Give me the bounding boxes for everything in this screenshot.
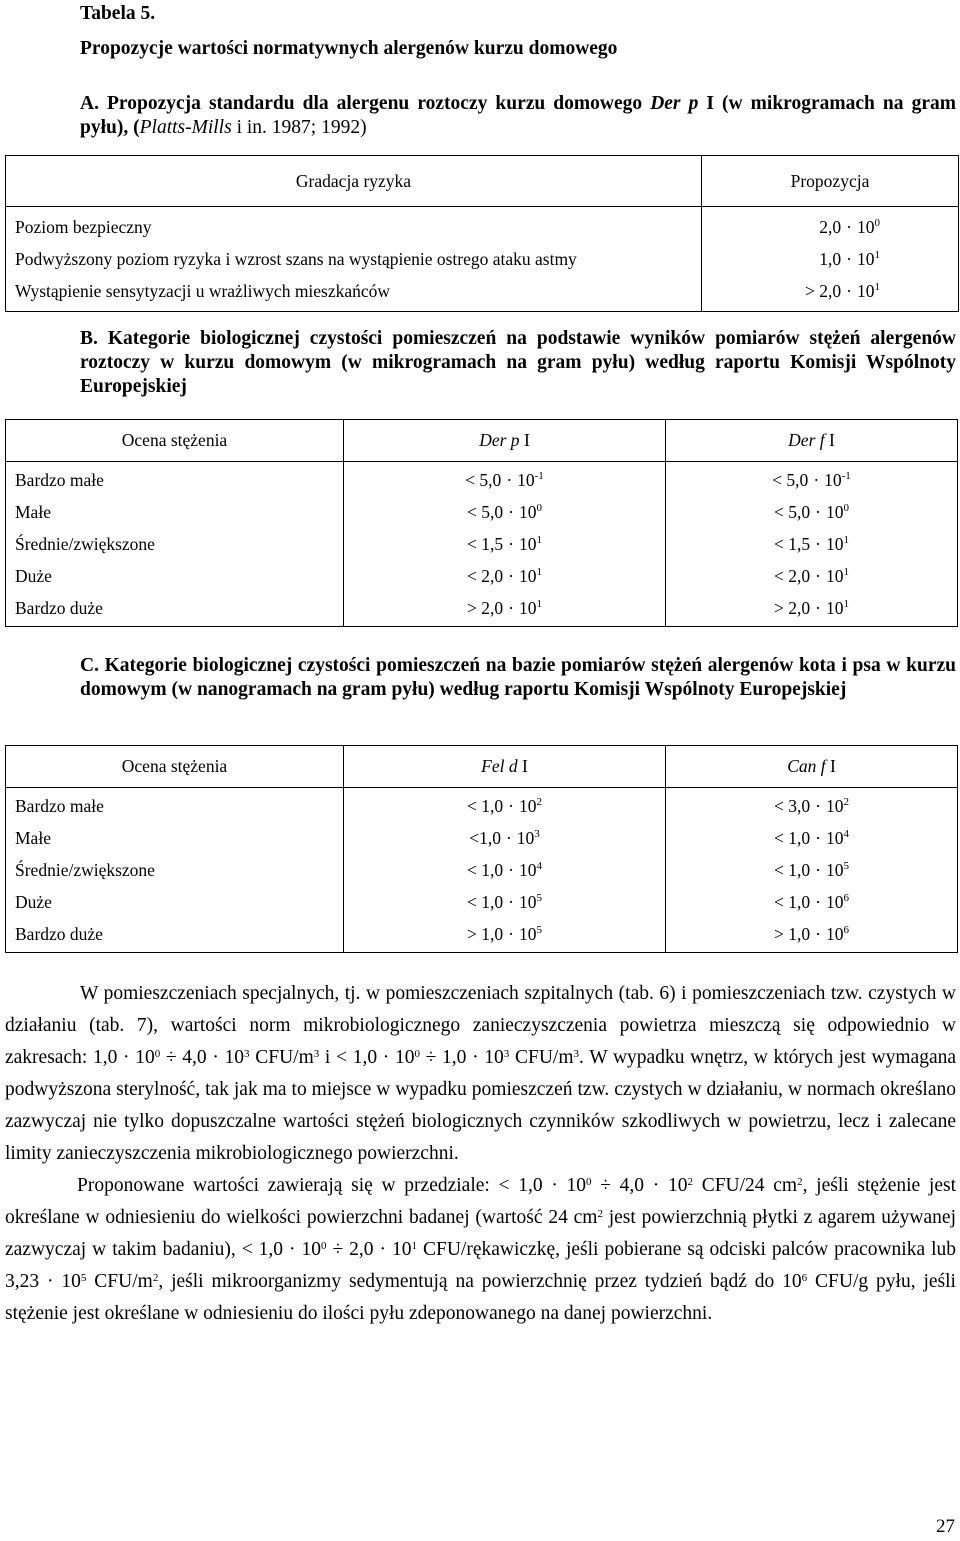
- der-p-value: [344, 528, 665, 560]
- der-f-value: [666, 496, 957, 528]
- can-f-value: [666, 918, 957, 950]
- der-p-value: [344, 592, 665, 624]
- value-exponent: 1: [536, 598, 542, 610]
- table-c: [5, 745, 958, 953]
- fel-d-value: [344, 918, 665, 950]
- value-exponent: 3: [534, 828, 540, 840]
- table-a-values: [702, 211, 958, 307]
- value-exponent: 6: [843, 924, 849, 936]
- fel-d-value: [344, 790, 665, 822]
- value-power-base: 10: [857, 281, 875, 301]
- table-b-der-p-values: [344, 464, 665, 624]
- page-number: 27: [936, 1516, 955, 1537]
- value-base: > 2,0: [774, 598, 811, 618]
- value-base: < 1,5: [774, 534, 811, 554]
- times-dot: ·: [815, 598, 821, 618]
- superscript: 3: [503, 1048, 510, 1060]
- text-run: CFU/m: [249, 1047, 314, 1068]
- value-base: < 1,0: [467, 892, 504, 912]
- times-dot: ·: [508, 796, 514, 816]
- table-b-header-assessment: Ocena stężenia: [6, 420, 344, 462]
- value-power-base: 10: [516, 828, 535, 848]
- table-c-header-assessment: Ocena stężenia: [6, 746, 344, 788]
- table-a-header-risk: Gradacja ryzyka: [6, 156, 702, 207]
- row-label: Średnie/zwiększone: [15, 860, 155, 880]
- times-dot: ·: [846, 217, 852, 237]
- value-exponent: 1: [536, 566, 542, 578]
- superscript: 2: [597, 1208, 603, 1220]
- times-dot: ·: [506, 470, 513, 490]
- times-dot: ·: [508, 566, 514, 586]
- table-b-der-f-values: [666, 464, 957, 624]
- value-base: 2,0: [819, 217, 842, 237]
- der-f-value: [666, 592, 957, 624]
- value-exponent: 1: [874, 249, 880, 261]
- times-dot: ·: [815, 892, 821, 912]
- row-label: Małe: [15, 502, 51, 522]
- table-c-header-fel-d: Fel d I: [344, 746, 666, 788]
- text-run: , jeśli mikroorganizmy sedymentują na powierzchnię przez tydzień bądź do 10: [158, 1271, 802, 1292]
- times-dot: ·: [508, 924, 514, 944]
- risk-level-label: Poziom bezpieczny: [15, 217, 152, 237]
- times-dot: ·: [846, 281, 852, 301]
- value-base: < 2,0: [774, 566, 811, 586]
- der-p-value: [344, 464, 665, 496]
- times-dot: ·: [508, 892, 514, 912]
- paragraph-2: [5, 1170, 956, 1330]
- row-label: Bardzo duże: [15, 598, 103, 618]
- table-c-labels: [6, 790, 343, 950]
- value-power-base: 10: [825, 566, 844, 586]
- risk-level-label: Wystąpienie sensytyzacji u wrażliwych mieszkańców: [15, 281, 391, 301]
- times-dot: ·: [508, 502, 514, 522]
- times-dot: ·: [815, 796, 821, 816]
- row-label: Duże: [15, 566, 52, 586]
- row-label: Bardzo małe: [15, 796, 104, 816]
- superscript: 2: [797, 1176, 803, 1188]
- value-power-base: 10: [518, 892, 537, 912]
- can-f-value: [666, 822, 957, 854]
- value-power-base: 10: [825, 502, 844, 522]
- table-b-header-der-p: Der p I: [344, 420, 666, 462]
- table-title: Propozycje wartości normatywnych alergenów kurzu domowego: [80, 38, 618, 59]
- superscript: 0: [586, 1176, 592, 1188]
- text-run: , jeśli stężenie jest określane w odniesieniu do wielkości powierzchni badanej (wartość 24 cm: [5, 1175, 956, 1228]
- value-power-base: 10: [518, 566, 537, 586]
- value-power-base: 10: [825, 534, 844, 554]
- superscript: 3: [573, 1048, 580, 1060]
- fel-d-value: [344, 886, 665, 918]
- superscript: 6: [801, 1272, 808, 1284]
- table-number: Tabela 5.: [80, 3, 156, 24]
- text-run: CFU/m: [86, 1271, 153, 1292]
- table-a: [5, 155, 959, 312]
- value-base: <1,0: [469, 828, 501, 848]
- value-base: < 1,0: [774, 892, 811, 912]
- superscript: 3: [244, 1048, 250, 1060]
- value-base: < 3,0: [774, 796, 811, 816]
- text-run: W pomieszczeniach specjalnych, tj. w pomieszczeniach szpitalnych (tab. 6) i pomieszczeniach tzw. czystych w działaniu (tab. 7), wartości norm mikrobiologicznego zanieczyszczenia powietrza mieszczą się odpowiednio w zakresach: 1,0 · 10: [5, 983, 956, 1068]
- superscript: 2: [687, 1176, 693, 1188]
- row-label: Bardzo małe: [15, 470, 104, 490]
- value-power-base: 10: [518, 534, 537, 554]
- text-run: Proponowane wartości zawierają się w przedziale: < 1,0 · 10: [77, 1175, 587, 1196]
- value-base: < 1,0: [774, 860, 811, 880]
- value-power-base: 10: [825, 598, 844, 618]
- text-run: jest powierzchnią płytki z agarem używanej zazwyczaj w takim badaniu), < 1,0 · 10: [5, 1207, 956, 1260]
- text-run: i < 1,0 · 10: [319, 1047, 415, 1068]
- value-base: < 5,0: [774, 502, 811, 522]
- value-power-base: 10: [518, 924, 537, 944]
- section-b-heading: B. Kategorie biologicznej czystości pomieszczeń na podstawie wyników pomiarów stężeń alergenów roztoczy w kurzu domowym (w mikrogramach na gram pyłu) według raportu Komisji Wspólnoty Europejskiej: [80, 328, 956, 397]
- superscript: 2: [152, 1272, 159, 1284]
- value-base: < 1,0: [774, 828, 811, 848]
- text-run: CFU/m: [509, 1047, 574, 1068]
- table-c-fel-d-values: [344, 790, 665, 950]
- row-label: Bardzo duże: [15, 924, 103, 944]
- value-power-base: 10: [825, 828, 844, 848]
- table-b-labels: [6, 464, 343, 624]
- value-power-base: 10: [825, 796, 844, 816]
- value-base: < 1,0: [467, 860, 504, 880]
- times-dot: ·: [815, 502, 821, 522]
- table-b: [5, 419, 958, 627]
- times-dot: ·: [815, 828, 821, 848]
- value-exponent: 1: [843, 566, 849, 578]
- row-label: Małe: [15, 828, 51, 848]
- superscript: 5: [80, 1272, 87, 1284]
- value-power-base: 10: [518, 860, 537, 880]
- text-run: ÷ 4,0 · 10: [160, 1047, 245, 1068]
- value-exponent: 6: [843, 892, 849, 904]
- superscript: 3: [313, 1048, 320, 1060]
- row-label: Duże: [15, 892, 52, 912]
- table-a-labels: [6, 211, 701, 307]
- times-dot: ·: [815, 566, 821, 586]
- superscript: 0: [154, 1048, 161, 1060]
- value-exponent: 0: [536, 502, 542, 514]
- value-exponent: 5: [536, 924, 542, 936]
- text-run: ÷ 4,0 · 10: [591, 1175, 688, 1196]
- value-base: > 1,0: [467, 924, 504, 944]
- value-exponent: 5: [536, 892, 542, 904]
- times-dot: ·: [846, 249, 852, 269]
- superscript: 0: [321, 1240, 327, 1252]
- value-power-base: 10: [824, 470, 842, 490]
- times-dot: ·: [815, 534, 821, 554]
- value-base: < 5,0: [467, 502, 504, 522]
- times-dot: ·: [505, 828, 512, 848]
- row-label: Średnie/zwiększone: [15, 534, 155, 554]
- der-p-value: [344, 496, 665, 528]
- times-dot: ·: [508, 860, 514, 880]
- value-power-base: 10: [518, 796, 537, 816]
- paragraph-1: [5, 978, 956, 1170]
- value-exponent: -1: [534, 470, 544, 482]
- value-base: < 5,0: [772, 470, 809, 490]
- value-base: < 5,0: [465, 470, 502, 490]
- fel-d-value: [344, 854, 665, 886]
- superscript: 0: [414, 1048, 420, 1060]
- body-text: [5, 978, 956, 1330]
- der-f-value: [666, 528, 957, 560]
- text-run: . W wypadku wnętrz, w których jest wymagana podwyższona sterylność, tak jak ma to miejsce w wypadku pomieszczeń tzw. czystych w działaniu, w normach określano zazwyczaj nie tylko dopuszczalne wartości stężeń biologicznych czynników szkodliwych w powietrzu, lecz i zalecane limity zanieczyszczenia mikrobiologicznego powierzchni.: [5, 1047, 956, 1164]
- value-power-base: 10: [518, 502, 537, 522]
- value-exponent: 0: [874, 217, 880, 229]
- section-c-heading: C. Kategorie biologicznej czystości pomieszczeń na bazie pomiarów stężeń alergenów kota i psa w kurzu domowym (w nanogramach na gram pyłu) według raportu Komisji Wspólnoty Europejskiej: [80, 655, 956, 700]
- der-f-value: [666, 464, 957, 496]
- proposal-value: [702, 243, 958, 275]
- section-a-heading: A. Propozycja standardu dla alergenu roztoczy kurzu domowego Der p I (w mikrogramach na gram pyłu), (Platts-Mills i in. 1987; 1992): [80, 93, 956, 138]
- value-power-base: 10: [857, 217, 875, 237]
- proposal-value: [702, 275, 958, 307]
- value-base: > 1,0: [774, 924, 811, 944]
- value-base: < 1,5: [467, 534, 504, 554]
- superscript: 1: [411, 1240, 418, 1252]
- text-run: ÷ 2,0 · 10: [326, 1239, 412, 1260]
- proposal-value: [702, 211, 958, 243]
- value-power-base: 10: [825, 892, 844, 912]
- value-exponent: 4: [843, 828, 849, 840]
- value-exponent: 1: [843, 598, 849, 610]
- value-exponent: 0: [843, 502, 849, 514]
- der-f-value: [666, 560, 957, 592]
- value-power-base: 10: [857, 249, 875, 269]
- value-base: < 1,0: [467, 796, 504, 816]
- text-run: ÷ 1,0 · 10: [419, 1047, 504, 1068]
- risk-level-label: Podwyższony poziom ryzyka i wzrost szans na wystąpienie ostrego ataku astmy: [15, 249, 577, 269]
- value-power-base: 10: [518, 598, 537, 618]
- table-c-header-can-f: Can f I: [666, 746, 958, 788]
- table-a-header-proposal: Propozycja: [702, 156, 959, 207]
- value-exponent: -1: [841, 470, 851, 482]
- text-run: CFU/24 cm: [692, 1175, 798, 1196]
- times-dot: ·: [815, 860, 821, 880]
- value-exponent: 4: [536, 860, 542, 872]
- times-dot: ·: [508, 598, 514, 618]
- value-base: 1,0: [819, 249, 842, 269]
- value-exponent: 5: [843, 860, 849, 872]
- value-power-base: 10: [825, 860, 844, 880]
- value-power-base: 10: [825, 924, 844, 944]
- value-base: < 2,0: [467, 566, 504, 586]
- can-f-value: [666, 790, 957, 822]
- value-exponent: 1: [843, 534, 849, 546]
- value-base: > 2,0: [467, 598, 504, 618]
- text-run: CFU/rękawiczkę, jeśli pobierane są odciski palców pracownika lub 3,23 · 10: [5, 1239, 956, 1292]
- can-f-value: [666, 854, 957, 886]
- times-dot: ·: [813, 470, 820, 490]
- times-dot: ·: [508, 534, 514, 554]
- value-exponent: 2: [536, 796, 542, 808]
- fel-d-value: [344, 822, 665, 854]
- value-power-base: 10: [517, 470, 535, 490]
- value-exponent: 1: [536, 534, 542, 546]
- text-run: CFU/g pyłu, jeśli stężenie jest określane w odniesieniu do ilości pyłu zdeponowanego na danej powierzchni.: [5, 1271, 956, 1324]
- table-c-can-f-values: [666, 790, 957, 950]
- value-base: > 2,0: [805, 281, 842, 301]
- can-f-value: [666, 886, 957, 918]
- value-exponent: 1: [874, 281, 880, 293]
- times-dot: ·: [815, 924, 821, 944]
- der-p-value: [344, 560, 665, 592]
- value-exponent: 2: [843, 796, 849, 808]
- table-b-header-der-f: Der f I: [666, 420, 958, 462]
